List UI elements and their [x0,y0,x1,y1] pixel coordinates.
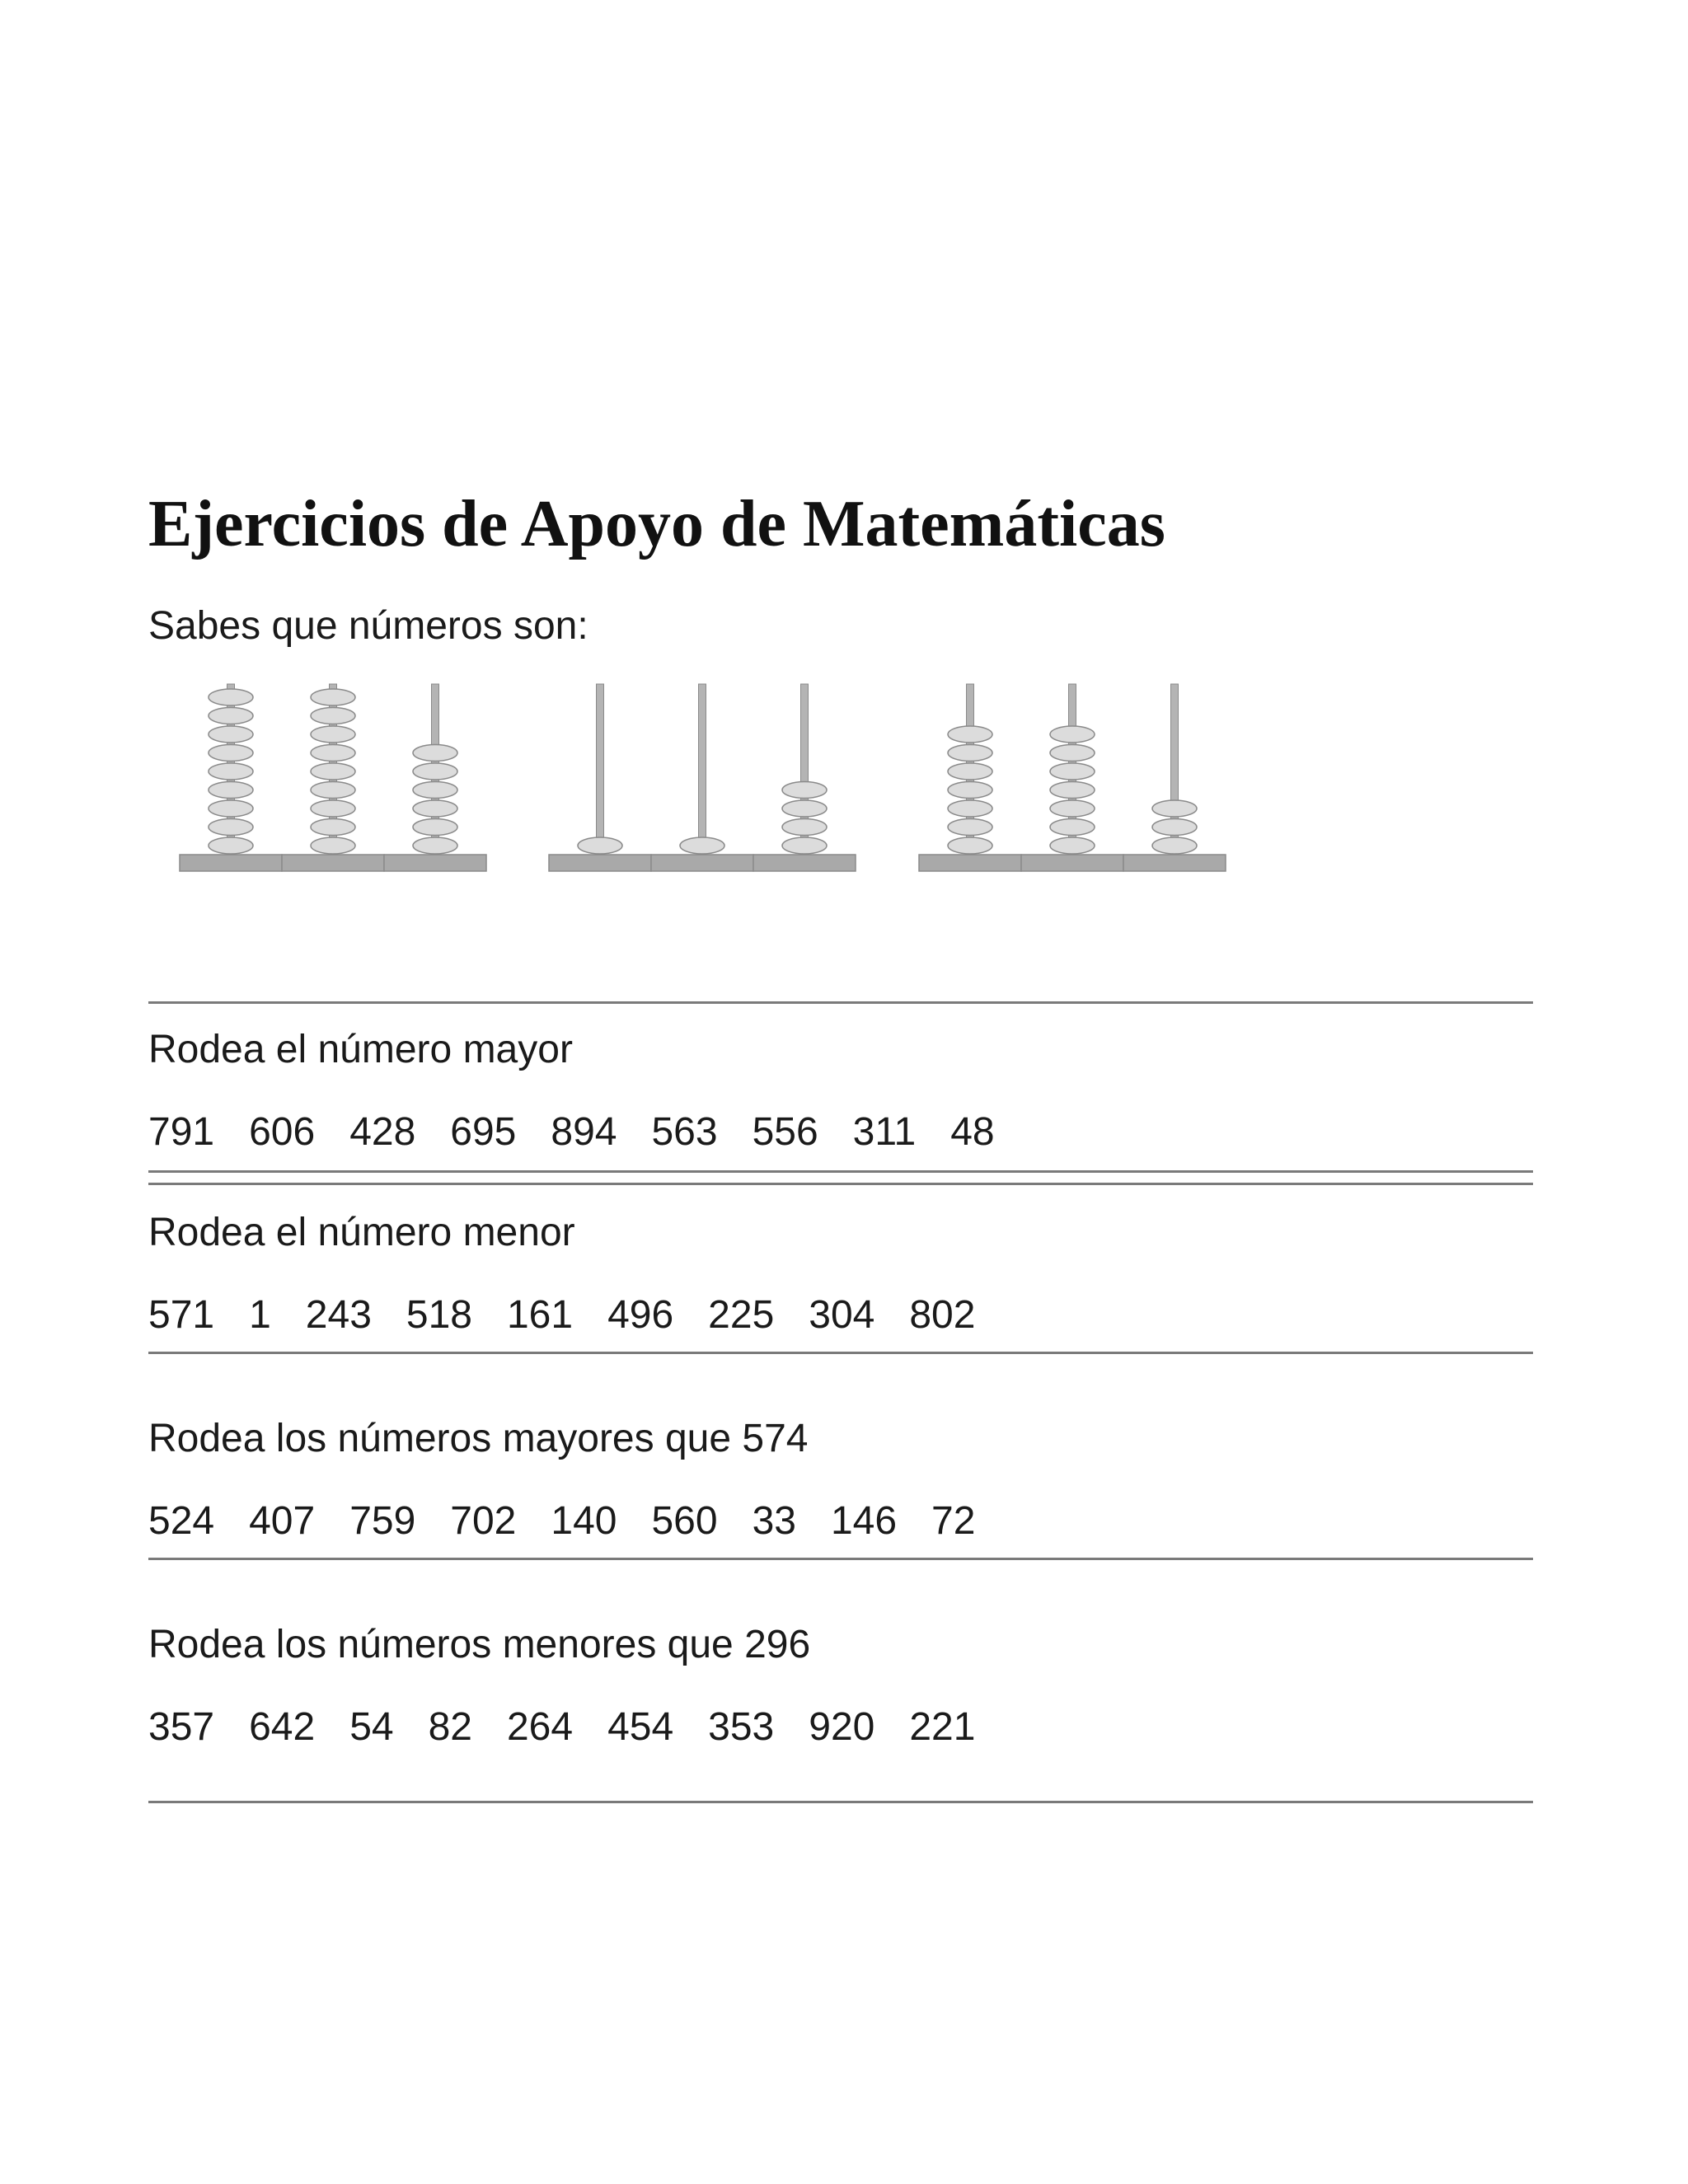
number-item[interactable]: 759 [349,1499,416,1543]
number-list-menor [148,1293,1010,1337]
abacus-bead [1152,819,1197,836]
abacus-bead [578,837,622,854]
abacus-question: Sabes que números son: [148,604,588,648]
number-item[interactable]: 642 [249,1705,316,1749]
abacus-bead [311,708,355,724]
abacus-bead [413,782,457,799]
number-item[interactable]: 161 [506,1293,574,1337]
abacus-bead [1050,800,1095,817]
number-item[interactable]: 304 [809,1293,875,1337]
abacus-bead [680,837,724,854]
abacus-base-cell [384,855,486,871]
number-item[interactable]: 556 [752,1110,818,1154]
number-item[interactable]: 791 [148,1110,215,1154]
section-title-mayores-que: Rodea los números mayores que 574 [148,1417,809,1460]
abacus-bead [782,819,827,836]
abacus-illustrations [0,676,1319,882]
abacus-bead [311,819,355,836]
abacus-bead [209,819,253,836]
number-item[interactable]: 54 [349,1705,394,1749]
abacus-bead [948,819,992,836]
abacus-bead [311,745,355,762]
number-item[interactable]: 407 [249,1499,316,1543]
number-item[interactable]: 140 [551,1499,617,1543]
abacus-base-cell [753,855,856,871]
number-item[interactable]: 454 [607,1705,674,1749]
abacus-rod [597,684,604,855]
number-item[interactable]: 311 [852,1110,917,1154]
abacus-base-cell [180,855,282,871]
divider [148,1001,1533,1004]
abacus-bead [782,837,827,854]
abacus-bead [413,763,457,780]
abacus-base-cell [282,855,384,871]
number-item[interactable]: 48 [950,1110,995,1154]
divider [148,1170,1533,1173]
number-item[interactable]: 920 [809,1705,875,1749]
number-item[interactable]: 702 [450,1499,517,1543]
number-item[interactable]: 428 [349,1110,416,1154]
abacus-bead [782,782,827,799]
divider [148,1558,1533,1560]
abacus-bead [782,800,827,817]
abacus-bead [948,745,992,762]
number-item[interactable]: 518 [406,1293,472,1337]
number-item[interactable]: 243 [305,1293,372,1337]
abacus-bead [413,837,457,854]
abacus-bead [1050,782,1095,799]
abacus-bead [311,689,355,705]
abacus-bead [1050,745,1095,762]
abacus-bead [948,782,992,799]
number-item[interactable]: 353 [708,1705,775,1749]
divider [148,1801,1533,1803]
abacus-base-cell [1021,855,1123,871]
abacus-bead [948,800,992,817]
number-item[interactable]: 802 [909,1293,976,1337]
number-item[interactable]: 560 [651,1499,718,1543]
number-item[interactable]: 225 [708,1293,775,1337]
divider [148,1352,1533,1354]
abacus-bead [1152,800,1197,817]
number-item[interactable]: 72 [931,1499,976,1543]
abacus-bead [1050,726,1095,743]
abacus-bead [209,708,253,724]
abacus-bead [413,800,457,817]
abacus-bead [209,745,253,762]
abacus-rod [699,684,706,855]
abacus-bead [1152,837,1197,854]
abacus-bead [1050,763,1095,780]
abacus-bead [413,819,457,836]
number-item[interactable]: 146 [830,1499,898,1543]
abacus-base-cell [919,855,1021,871]
abacus-base-cell [1123,855,1226,871]
number-item[interactable]: 1 [249,1293,271,1337]
abacus-base-cell [549,855,651,871]
section-title-mayor: Rodea el número mayor [148,1028,573,1071]
number-list-menores-que [148,1705,1010,1749]
abacus-bead [209,689,253,705]
abacus-bead [209,800,253,817]
number-item[interactable]: 695 [450,1110,517,1154]
section-title-menor: Rodea el número menor [148,1211,575,1254]
number-item[interactable]: 82 [428,1705,472,1749]
number-list-mayores-que [148,1499,1010,1543]
abacus-bead [311,782,355,799]
number-item[interactable]: 563 [651,1110,718,1154]
number-item[interactable]: 571 [148,1293,215,1337]
abacus-base-cell [651,855,753,871]
number-item[interactable]: 524 [148,1499,215,1543]
page-title: Ejercicios de Apoyo de Matemáticas [148,488,1165,560]
abacus-bead [311,726,355,743]
number-item[interactable]: 606 [249,1110,316,1154]
abacus-bead [209,837,253,854]
abacus-bead [311,800,355,817]
number-item[interactable]: 221 [909,1705,976,1749]
abacus-bead [209,763,253,780]
abacus-bead [1050,819,1095,836]
abacus-bead [209,782,253,799]
divider [148,1183,1533,1185]
number-item[interactable]: 264 [506,1705,574,1749]
number-item[interactable]: 496 [607,1293,674,1337]
abacus-bead [948,763,992,780]
number-item[interactable]: 357 [148,1705,215,1749]
section-title-menores-que: Rodea los números menores que 296 [148,1623,811,1666]
number-item[interactable]: 33 [752,1499,796,1543]
number-list-mayor [148,1110,1029,1154]
abacus-bead [948,837,992,854]
abacus-bead [413,745,457,762]
abacus-bead [311,763,355,780]
abacus-bead [311,837,355,854]
abacus-bead [209,726,253,743]
abacus-bead [948,726,992,743]
abacus-bead [1050,837,1095,854]
number-item[interactable]: 894 [551,1110,617,1154]
